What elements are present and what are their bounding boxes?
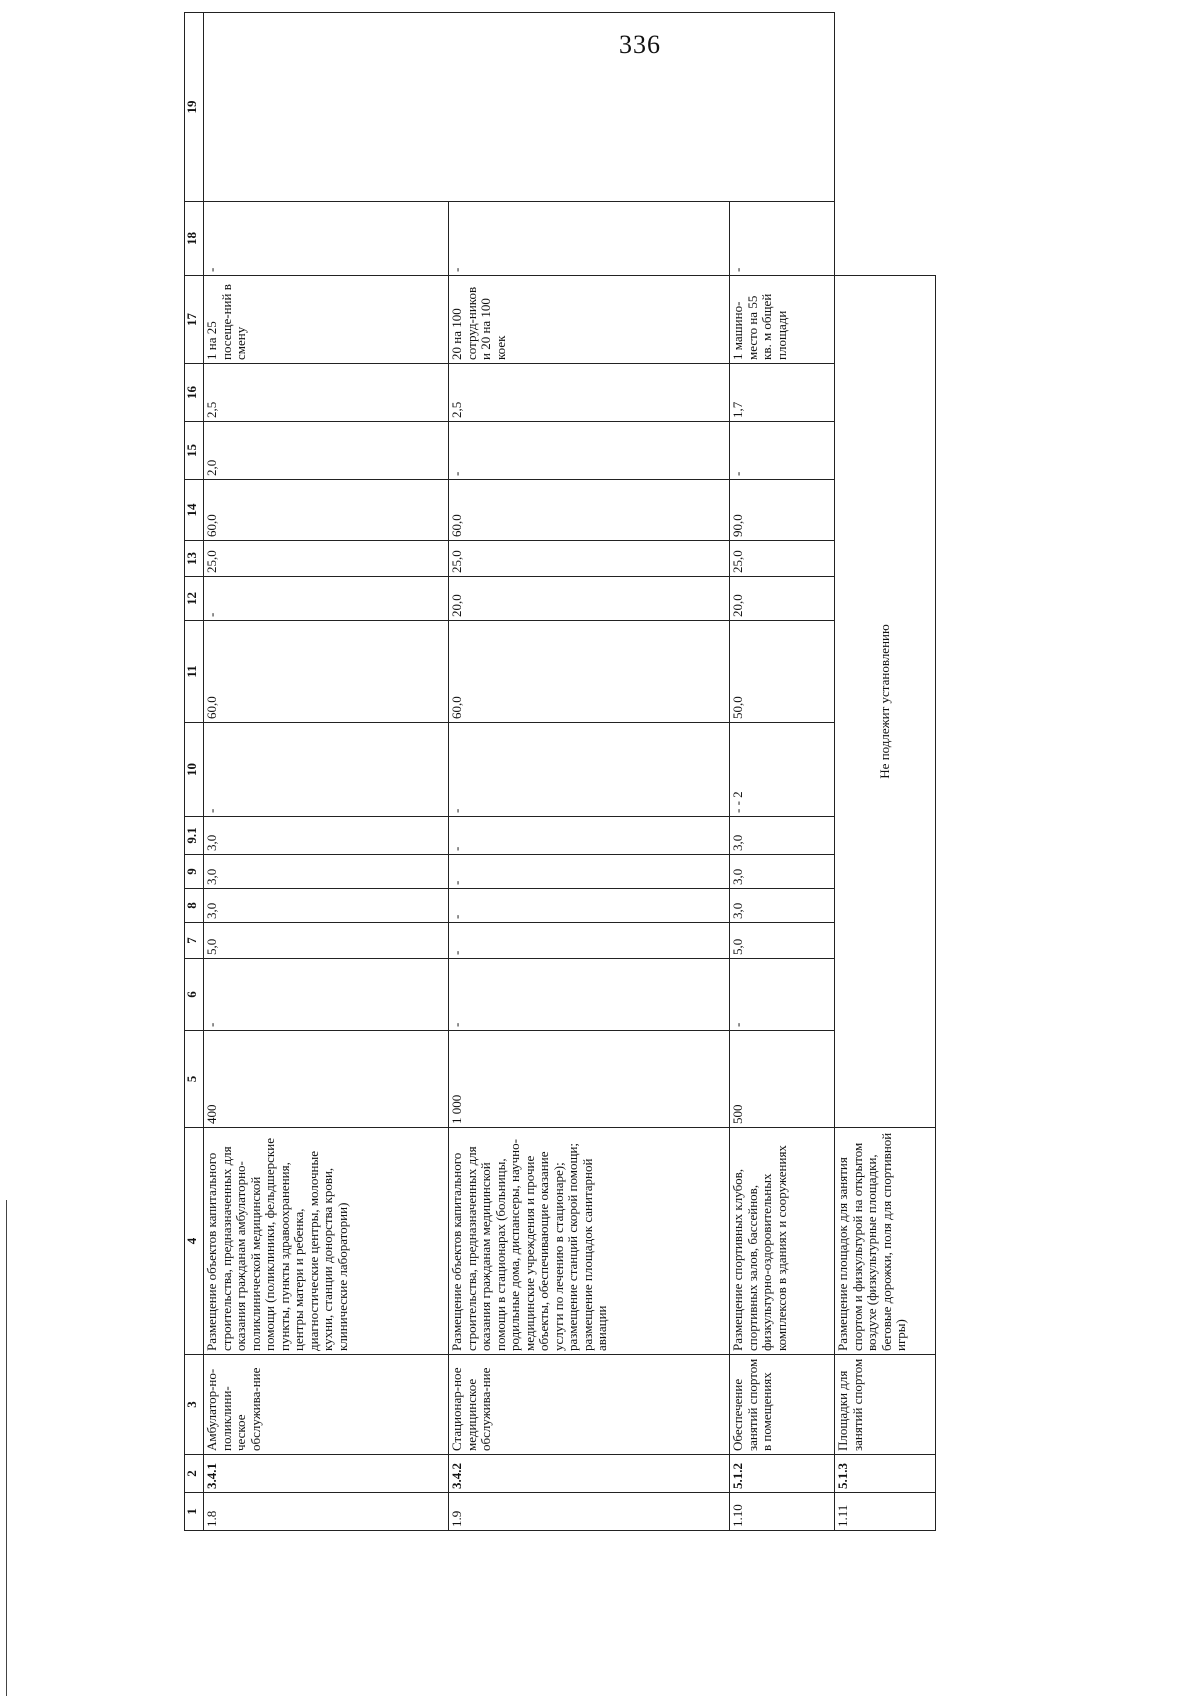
value-cell: - <box>730 422 835 480</box>
header-cell: 9 <box>185 855 204 889</box>
header-cell: 11 <box>185 621 204 723</box>
value-cell: 60,0 <box>449 480 730 541</box>
table-row <box>449 13 730 1531</box>
code-cell: 5.1.2 <box>730 1455 835 1493</box>
header-cell: 19 <box>185 13 204 202</box>
value-cell: 1,7 <box>730 364 835 422</box>
header-cell: 7 <box>185 923 204 959</box>
value-cell: - <box>449 923 730 959</box>
value-cell: - <box>204 577 449 621</box>
empty-cell <box>204 13 835 202</box>
value-cell: - <box>449 202 730 276</box>
table-row <box>730 13 835 1531</box>
header-cell: 10 <box>185 723 204 817</box>
merged-note-cell: Не подлежит установлению <box>835 276 936 1128</box>
description-cell: Размещение спортивных клубов, спортивных залов, бассейнов, физкультурно-оздоровительных комплексов в зданиях и сооружениях <box>730 1128 835 1355</box>
value-cell: 20,0 <box>449 577 730 621</box>
rotated-table-wrapper <box>184 100 944 1531</box>
rotated-table-container <box>184 100 944 1531</box>
use-name-cell: Площадки для занятий спортом <box>835 1355 936 1455</box>
use-name-cell: Амбулатор-но-поликлини-ческое обслужива-ние <box>204 1355 449 1455</box>
header-cell: 6 <box>185 959 204 1031</box>
value-cell: 2,0 <box>204 422 449 480</box>
value-cell: 5,0 <box>204 923 449 959</box>
value-cell: 2,5 <box>204 364 449 422</box>
header-cell: 2 <box>185 1455 204 1493</box>
header-cell: 9.1 <box>185 817 204 855</box>
value-cell: - <box>449 889 730 923</box>
value-cell: 25,0 <box>204 541 449 577</box>
value-cell: 3,0 <box>730 855 835 889</box>
header-cell: 12 <box>185 577 204 621</box>
value-cell: 25,0 <box>449 541 730 577</box>
scan-margin-line <box>6 1200 7 1696</box>
value-cell: 3,0 <box>730 817 835 855</box>
value-cell: - <box>449 959 730 1031</box>
value-cell: - - 2 <box>730 723 835 817</box>
value-cell: - <box>730 202 835 276</box>
value-cell: - <box>449 817 730 855</box>
value-cell: - <box>204 723 449 817</box>
header-cell: 13 <box>185 541 204 577</box>
value-cell: - <box>449 855 730 889</box>
blank-cell <box>835 202 936 276</box>
table-row <box>835 13 936 1531</box>
value-cell: 25,0 <box>730 541 835 577</box>
value-cell: - <box>204 202 449 276</box>
row-number: 1.10 <box>730 1493 835 1531</box>
value-cell: 60,0 <box>449 621 730 723</box>
header-cell: 1 <box>185 1493 204 1531</box>
blank-cell <box>835 13 936 202</box>
value-cell: 60,0 <box>204 480 449 541</box>
header-cell: 14 <box>185 480 204 541</box>
value-cell: - <box>449 422 730 480</box>
code-cell: 5.1.3 <box>835 1455 936 1493</box>
value-cell: 20 на 100 сотруд-ников и 20 на 100 коек <box>449 276 730 364</box>
value-cell: 3,0 <box>204 855 449 889</box>
value-cell: 20,0 <box>730 577 835 621</box>
header-row <box>185 13 204 1531</box>
description-cell: Размещение объектов капитального строительства, предназначенных для оказания гражданам медицинской помощи в стационарах (больницы, родильные дома, диспансеры, научно-медицинские учреждения и прочие объекты, обеспечивающие оказание услуги по лечению в стационаре); размещение станций скорой помощи; размещение площадок санитарной авиации <box>449 1128 730 1355</box>
header-cell: 18 <box>185 202 204 276</box>
value-cell: - <box>730 959 835 1031</box>
value-cell: 1 000 <box>449 1031 730 1128</box>
value-cell: 400 <box>204 1031 449 1128</box>
value-cell: 5,0 <box>730 923 835 959</box>
header-cell: 8 <box>185 889 204 923</box>
header-cell: 15 <box>185 422 204 480</box>
header-cell: 4 <box>185 1128 204 1355</box>
code-cell: 3.4.2 <box>449 1455 730 1493</box>
value-cell: - <box>204 959 449 1031</box>
value-cell: 3,0 <box>204 817 449 855</box>
header-cell: 5 <box>185 1031 204 1128</box>
value-cell: 1 машино-место на 55 кв. м общей площади <box>730 276 835 364</box>
value-cell: 3,0 <box>730 889 835 923</box>
value-cell: 1 на 25 посеще-ний в смену <box>204 276 449 364</box>
header-cell: 17 <box>185 276 204 364</box>
value-cell: 500 <box>730 1031 835 1128</box>
value-cell: 50,0 <box>730 621 835 723</box>
value-cell: 3,0 <box>204 889 449 923</box>
value-cell: 90,0 <box>730 480 835 541</box>
use-name-cell: Стационар-ное медицинское обслужива-ние <box>449 1355 730 1455</box>
description-cell: Размещение площадок для занятия спортом и физкультурой на открытом воздухе (физкультурные площадки, беговые дорожки, поля для спортивной игры) <box>835 1128 936 1355</box>
zoning-parameters-table <box>184 12 936 1531</box>
header-cell: 3 <box>185 1355 204 1455</box>
code-cell: 3.4.1 <box>204 1455 449 1493</box>
table-row <box>204 13 449 1531</box>
description-cell: Размещение объектов капитального строительства, предназначенных для оказания гражданам амбулаторно-поликлинической медицинской помощи (поликлиники, фельдшерские пункты, пункты здравоохранения, центры матери и ребенка, диагностические центры, молочные кухни, станции донорства крови, клинические лаборатории) <box>204 1128 449 1355</box>
header-cell: 16 <box>185 364 204 422</box>
page-number: 336 <box>619 30 661 59</box>
value-cell: 2,5 <box>449 364 730 422</box>
row-number: 1.11 <box>835 1493 936 1531</box>
value-cell: - <box>449 723 730 817</box>
row-number: 1.9 <box>449 1493 730 1531</box>
use-name-cell: Обеспечение занятий спортом в помещениях <box>730 1355 835 1455</box>
row-number: 1.8 <box>204 1493 449 1531</box>
value-cell: 60,0 <box>204 621 449 723</box>
